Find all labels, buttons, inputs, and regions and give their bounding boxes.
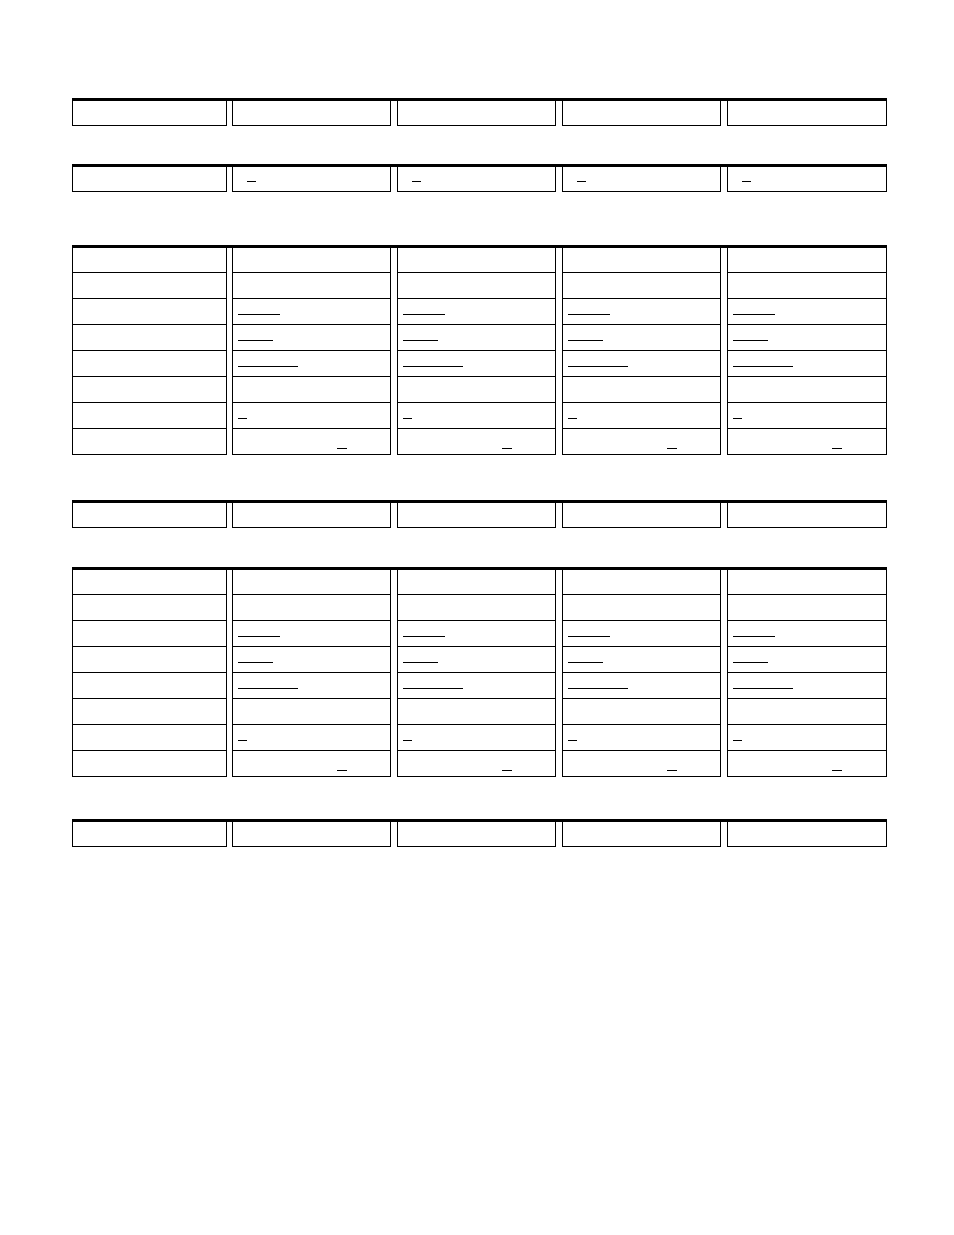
fill-in-line xyxy=(568,662,603,663)
entry-cell[interactable] xyxy=(397,247,556,273)
fill-in-line xyxy=(568,418,577,419)
fill-in-line xyxy=(742,181,751,182)
label-cell xyxy=(72,725,227,751)
entry-cell[interactable] xyxy=(727,821,887,847)
entry-cell[interactable] xyxy=(232,821,391,847)
fill-in-line xyxy=(247,181,256,182)
entry-cell[interactable] xyxy=(562,821,721,847)
entry-cell[interactable] xyxy=(727,325,887,351)
label-cell xyxy=(72,429,227,455)
label-cell xyxy=(72,569,227,595)
fill-in-line xyxy=(733,740,742,741)
label-cell xyxy=(72,377,227,403)
fill-in-line xyxy=(568,740,577,741)
fill-in-line xyxy=(337,448,347,449)
entry-cell[interactable] xyxy=(232,647,391,673)
label-cell xyxy=(72,751,227,777)
table-row xyxy=(72,351,887,377)
entry-cell[interactable] xyxy=(232,621,391,647)
entry-cell[interactable] xyxy=(727,351,887,377)
label-cell xyxy=(72,100,227,126)
table-row xyxy=(72,273,887,299)
entry-cell[interactable] xyxy=(397,273,556,299)
table-row xyxy=(72,673,887,699)
table-row xyxy=(72,595,887,621)
label-cell xyxy=(72,166,227,192)
fill-in-line xyxy=(403,314,445,315)
entry-cell[interactable] xyxy=(232,100,391,126)
entry-cell[interactable] xyxy=(232,166,391,192)
label-cell xyxy=(72,673,227,699)
label-cell xyxy=(72,403,227,429)
entry-cell[interactable] xyxy=(727,429,887,455)
entry-cell[interactable] xyxy=(562,403,721,429)
label-cell xyxy=(72,647,227,673)
entry-cell[interactable] xyxy=(562,673,721,699)
fill-in-line xyxy=(568,636,610,637)
entry-cell[interactable] xyxy=(727,166,887,192)
entry-cell[interactable] xyxy=(562,299,721,325)
entry-cell[interactable] xyxy=(562,351,721,377)
fill-in-line xyxy=(238,688,298,689)
fill-in-line xyxy=(403,636,445,637)
entry-cell[interactable] xyxy=(727,569,887,595)
fill-in-line xyxy=(403,740,412,741)
entry-cell[interactable] xyxy=(397,595,556,621)
entry-cell[interactable] xyxy=(232,273,391,299)
entry-cell[interactable] xyxy=(397,647,556,673)
label-cell xyxy=(72,247,227,273)
label-cell xyxy=(72,351,227,377)
fill-in-line xyxy=(733,366,793,367)
entry-cell[interactable] xyxy=(562,569,721,595)
fill-in-line xyxy=(403,662,438,663)
fill-in-line xyxy=(667,448,677,449)
fill-in-line xyxy=(733,418,742,419)
fill-in-line xyxy=(238,314,280,315)
table-row xyxy=(72,377,887,403)
fill-in-line xyxy=(238,636,280,637)
label-cell xyxy=(72,325,227,351)
entry-cell[interactable] xyxy=(397,621,556,647)
fill-in-line xyxy=(733,314,775,315)
fill-in-line xyxy=(238,740,247,741)
entry-cell[interactable] xyxy=(232,299,391,325)
entry-cell[interactable] xyxy=(562,647,721,673)
entry-cell[interactable] xyxy=(232,751,391,777)
entry-cell[interactable] xyxy=(727,673,887,699)
entry-cell[interactable] xyxy=(397,502,556,528)
entry-cell[interactable] xyxy=(562,325,721,351)
table-row xyxy=(72,725,887,751)
entry-cell[interactable] xyxy=(562,699,721,725)
fill-in-line xyxy=(568,314,610,315)
entry-cell[interactable] xyxy=(397,569,556,595)
entry-cell[interactable] xyxy=(232,595,391,621)
fill-in-line xyxy=(238,662,273,663)
entry-cell[interactable] xyxy=(727,273,887,299)
entry-cell[interactable] xyxy=(562,100,721,126)
fill-in-line xyxy=(238,340,273,341)
entry-cell[interactable] xyxy=(397,351,556,377)
table-row xyxy=(72,325,887,351)
table-row xyxy=(72,502,887,528)
table-row xyxy=(72,647,887,673)
table-row xyxy=(72,247,887,273)
entry-cell[interactable] xyxy=(727,100,887,126)
fill-in-line xyxy=(733,662,768,663)
entry-cell[interactable] xyxy=(397,699,556,725)
entry-cell[interactable] xyxy=(562,429,721,455)
entry-cell[interactable] xyxy=(232,502,391,528)
fill-in-line xyxy=(832,448,842,449)
entry-cell[interactable] xyxy=(562,502,721,528)
label-cell xyxy=(72,821,227,847)
entry-cell[interactable] xyxy=(232,403,391,429)
entry-cell[interactable] xyxy=(232,673,391,699)
table-row xyxy=(72,621,887,647)
fill-in-line xyxy=(568,340,603,341)
entry-cell[interactable] xyxy=(232,325,391,351)
entry-cell[interactable] xyxy=(727,299,887,325)
table-row xyxy=(72,166,887,192)
fill-in-line xyxy=(733,688,793,689)
entry-cell[interactable] xyxy=(397,673,556,699)
entry-cell[interactable] xyxy=(397,377,556,403)
entry-cell[interactable] xyxy=(727,247,887,273)
table-row xyxy=(72,821,887,847)
entry-cell[interactable] xyxy=(727,647,887,673)
label-cell xyxy=(72,299,227,325)
fill-in-line xyxy=(568,688,628,689)
label-cell xyxy=(72,502,227,528)
entry-cell[interactable] xyxy=(727,621,887,647)
entry-cell[interactable] xyxy=(397,166,556,192)
label-cell xyxy=(72,621,227,647)
entry-cell[interactable] xyxy=(727,403,887,429)
entry-cell[interactable] xyxy=(562,595,721,621)
entry-cell[interactable] xyxy=(562,247,721,273)
fill-in-line xyxy=(502,770,512,771)
entry-cell[interactable] xyxy=(397,751,556,777)
table-row xyxy=(72,751,887,777)
entry-cell[interactable] xyxy=(232,247,391,273)
table-row xyxy=(72,299,887,325)
entry-cell[interactable] xyxy=(562,166,721,192)
fill-in-line xyxy=(667,770,677,771)
table-row xyxy=(72,569,887,595)
entry-cell[interactable] xyxy=(562,273,721,299)
fill-in-line xyxy=(403,366,463,367)
fill-in-line xyxy=(502,448,512,449)
entry-cell[interactable] xyxy=(397,325,556,351)
fill-in-line xyxy=(403,688,463,689)
entry-cell[interactable] xyxy=(232,569,391,595)
table-row xyxy=(72,403,887,429)
entry-cell[interactable] xyxy=(562,621,721,647)
fill-in-line xyxy=(733,340,768,341)
entry-cell[interactable] xyxy=(727,751,887,777)
entry-cell[interactable] xyxy=(232,725,391,751)
entry-cell[interactable] xyxy=(397,100,556,126)
entry-cell[interactable] xyxy=(727,699,887,725)
entry-cell[interactable] xyxy=(397,403,556,429)
table-row xyxy=(72,100,887,126)
fill-in-line xyxy=(403,340,438,341)
table-row xyxy=(72,429,887,455)
fill-in-line xyxy=(577,181,586,182)
entry-cell[interactable] xyxy=(397,429,556,455)
entry-cell[interactable] xyxy=(727,377,887,403)
entry-cell[interactable] xyxy=(562,377,721,403)
fill-in-line xyxy=(337,770,347,771)
fill-in-line xyxy=(568,366,628,367)
fill-in-line xyxy=(238,418,247,419)
fill-in-line xyxy=(733,636,775,637)
label-cell xyxy=(72,273,227,299)
table-row xyxy=(72,699,887,725)
entry-cell[interactable] xyxy=(562,751,721,777)
entry-cell[interactable] xyxy=(397,299,556,325)
entry-cell[interactable] xyxy=(232,377,391,403)
entry-cell[interactable] xyxy=(397,725,556,751)
entry-cell[interactable] xyxy=(727,502,887,528)
fill-in-line xyxy=(832,770,842,771)
label-cell xyxy=(72,699,227,725)
entry-cell[interactable] xyxy=(727,595,887,621)
entry-cell[interactable] xyxy=(232,699,391,725)
entry-cell[interactable] xyxy=(232,351,391,377)
entry-cell[interactable] xyxy=(727,725,887,751)
fill-in-line xyxy=(238,366,298,367)
entry-cell[interactable] xyxy=(397,821,556,847)
entry-cell[interactable] xyxy=(232,429,391,455)
entry-cell[interactable] xyxy=(562,725,721,751)
fill-in-line xyxy=(412,181,421,182)
label-cell xyxy=(72,595,227,621)
fill-in-line xyxy=(403,418,412,419)
